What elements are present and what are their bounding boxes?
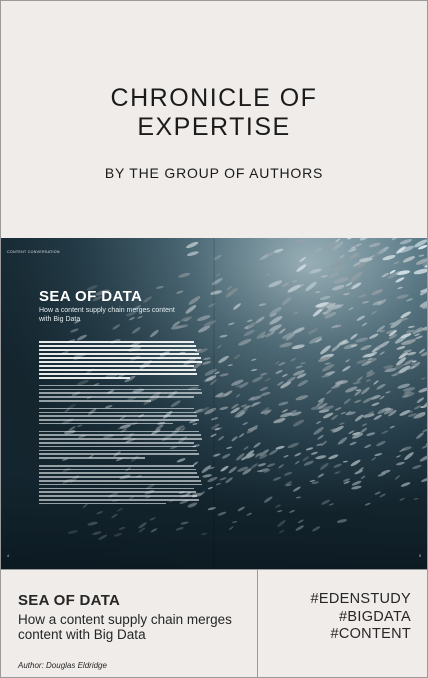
body-text-line <box>39 442 194 444</box>
body-text-line <box>39 400 151 402</box>
body-text-line <box>39 389 201 391</box>
hashtag-item[interactable]: #BIGDATA <box>339 608 411 625</box>
body-text-line <box>39 392 202 394</box>
body-text-line <box>39 415 197 417</box>
body-text-line <box>39 491 196 493</box>
body-text-line <box>39 377 130 379</box>
body-text-line <box>39 369 196 371</box>
body-text-line <box>39 495 197 497</box>
body-text-line <box>39 438 202 440</box>
body-text-line <box>39 503 166 505</box>
title-line-2: EXPERTISE <box>137 113 291 141</box>
paragraph-gap <box>39 507 204 511</box>
body-text-line <box>39 446 196 448</box>
poster-header <box>1 1 427 237</box>
body-text-line <box>39 484 202 486</box>
body-text-line <box>39 357 201 359</box>
body-text-line <box>39 469 196 471</box>
body-text-line <box>39 476 199 478</box>
body-text-line <box>39 472 197 474</box>
section-label: CONTENT CONVERSATION <box>7 250 60 254</box>
body-text-line <box>39 423 173 425</box>
body-text-line <box>39 431 199 433</box>
body-text-line <box>39 480 201 482</box>
body-text-line <box>39 465 194 467</box>
body-text-line <box>39 408 194 410</box>
header-subtitle: BY THE GROUP OF AUTHORS <box>104 165 324 181</box>
body-text-line <box>39 396 194 398</box>
page-number-left: 4 <box>7 554 9 558</box>
body-text-line <box>39 341 194 343</box>
body-text-line <box>39 385 199 387</box>
body-text-line <box>39 457 145 459</box>
magazine-spread-image <box>1 238 427 569</box>
info-bar <box>1 569 427 678</box>
hashtag-item[interactable]: #EDENSTUDY <box>310 591 411 607</box>
body-text-line <box>39 434 201 436</box>
article-subtitle: How a content supply chain merges content with Big Data <box>18 612 232 642</box>
info-divider <box>257 570 258 678</box>
spread-heading: SEA OF DATA <box>39 288 143 305</box>
body-text-line <box>39 453 199 455</box>
body-text-line <box>39 345 196 347</box>
main-title <box>1 84 427 142</box>
title-line-1: CHRONICLE OF <box>110 84 318 112</box>
body-text-line <box>39 450 197 452</box>
spread-heading-block <box>39 288 142 305</box>
spread-subheading: How a content supply chain merges content with Big Data <box>39 307 175 323</box>
body-text-line <box>39 361 202 363</box>
body-text-line <box>39 353 199 355</box>
body-text-line <box>39 499 199 501</box>
body-text-line <box>39 419 199 421</box>
body-text-line <box>39 488 194 490</box>
article-body-text <box>39 341 204 511</box>
hashtag-list <box>311 591 412 644</box>
body-text-line <box>39 373 197 375</box>
hashtag-item[interactable]: #CONTENT <box>330 626 411 642</box>
body-text-line <box>39 349 197 351</box>
article-author: Author: Douglas Eldridge <box>18 661 107 670</box>
body-text-line <box>39 412 196 414</box>
body-text-line <box>39 365 194 367</box>
article-title: SEA OF DATA <box>18 592 121 609</box>
page-number-right: 5 <box>419 554 421 558</box>
